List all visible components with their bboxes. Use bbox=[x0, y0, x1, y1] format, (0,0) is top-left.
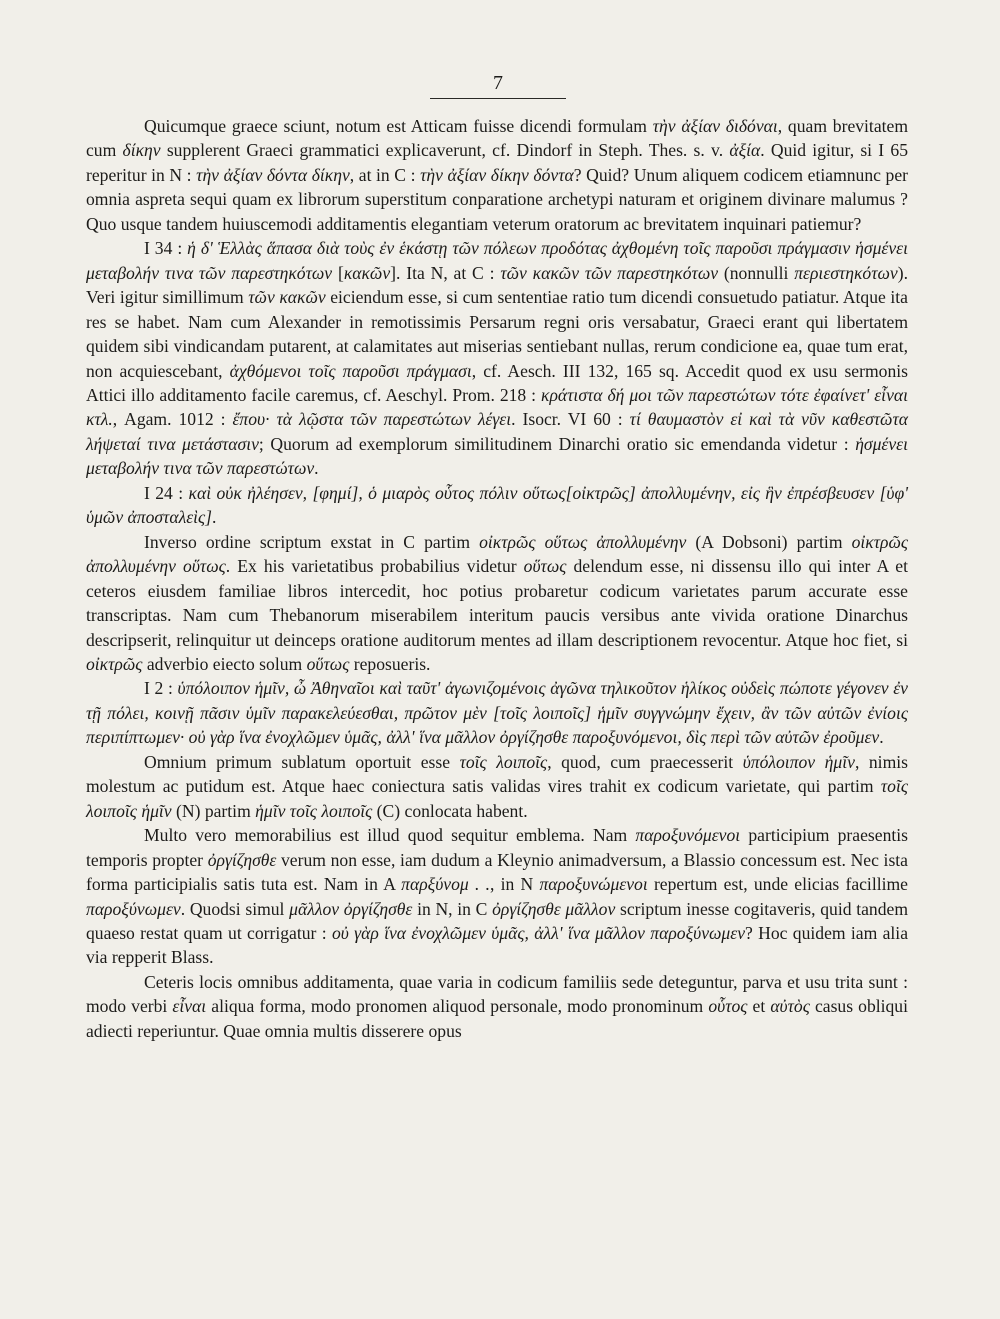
greek-quote: κράτιστα δή μοι τῶν παρεστώτων τότε ἐφαίνετ' εἶναι κτλ. bbox=[86, 384, 908, 430]
latin-text: ). Veri igitur simillimum bbox=[86, 262, 908, 308]
greek-quote: δίκην bbox=[122, 140, 161, 161]
latin-text: Ceteris locis omnibus additamenta, quae varia in codicum familiis sede deteguntur, parva et usu trita sunt : modo verbi bbox=[86, 971, 908, 1017]
greek-quote: τῶν κακῶν τῶν παρεστηκότων bbox=[500, 262, 719, 283]
greek-quote: τὴν ἀξίαν δόντα δίκην bbox=[196, 164, 350, 185]
latin-text: I 24 : bbox=[144, 482, 189, 503]
latin-text: repertum est, unde elicias facillime bbox=[647, 874, 908, 895]
latin-text: Omnium primum sublatum oportuit esse bbox=[144, 751, 460, 772]
body-text bbox=[86, 114, 908, 1043]
greek-quote: ἔπου· τὰ λῷστα τῶν παρεστώτων λέγει bbox=[232, 409, 512, 430]
paragraph-2 bbox=[86, 236, 908, 481]
latin-text: (A Dobsoni) partim bbox=[686, 531, 852, 552]
latin-text: scriptum inesse cogitaveris, quid tandem quaeso restat quam ut corrigatur : bbox=[86, 898, 908, 943]
latin-text: (N) partim bbox=[171, 800, 256, 821]
greek-quote: τὴν ἀξίαν δίκην δόντα bbox=[420, 164, 574, 185]
latin-text: ? Quid? Unum aliquem codicem etiamnunc per omnia aspreta sequi quam ex librorum superstitum conparatione archetypi naturam et originem divinare malumus ? Quo usque tandem huiuscemodi additamentis elegantiam veterum oratorum ac brevitatem inquinari patiemur? bbox=[86, 164, 908, 234]
paragraph-8 bbox=[86, 970, 908, 1043]
greek-quote: τὴν ἀξίαν διδόναι bbox=[652, 116, 778, 136]
latin-text: I 2 : bbox=[144, 678, 178, 699]
greek-quote: ἡμῖν τοῖς λοιποῖς bbox=[255, 800, 373, 821]
latin-text: (C) conlocata habent. bbox=[372, 800, 528, 821]
latin-text: et bbox=[747, 996, 771, 1017]
latin-text: , at in C : bbox=[349, 164, 421, 185]
greek-quote: οἰκτρῶς οὕτως ἀπολλυμένην bbox=[479, 531, 687, 552]
greek-quote: οἰκτρῶς bbox=[86, 653, 143, 674]
latin-text: Multo vero memorabilius est illud quod sequitur emblema. Nam bbox=[144, 825, 636, 846]
greek-quote: ὑπόλοιπον ἡμῖν, ὦ Ἀθηναῖοι καὶ ταῦτ' ἀγωνιζομένοις ἀγῶνα τηλικοῦτον ἡλίκος οὐδεὶς πώποτε γέγονεν ἐν τῇ πόλει, κοινῇ πᾶσιν ὑμῖν παρακελεύεσθαι, πρῶτον μὲν [τοῖς λοιποῖς] ἡμῖν συγγνώμην ἔχειν, ἂν τῶν αὐτῶν ἐνίοις περιπίπτωμεν· οὐ γὰρ ἵνα ἐνοχλῶμεν ὑμᾶς, ἀλλ' ἵνα μᾶλλον ὀργίζησθε παροξυνόμενοι, δὶς περὶ τῶν αὐτῶν ἐροῦμεν bbox=[86, 678, 908, 748]
latin-text: casus obliqui adiecti reperiuntur. Quae omnia multis disserere opus bbox=[86, 996, 908, 1041]
latin-text: . Quodsi simul bbox=[180, 898, 290, 919]
greek-quote: παροξύνωμεν bbox=[86, 898, 181, 919]
latin-text: [ bbox=[332, 262, 344, 283]
latin-text: . Isocr. VI 60 : bbox=[511, 409, 630, 430]
greek-quote: ὑπόλοιπον ἡμῖν bbox=[742, 751, 855, 772]
greek-quote: παρξύνομ . . bbox=[401, 874, 490, 895]
greek-quote: οὗτος bbox=[708, 996, 748, 1017]
greek-quote: κακῶν bbox=[343, 262, 391, 283]
latin-text: , nimis molestum ac putidum est. Atque haec coniectura satis validas vires trahit ex codicum varietate, qui partim bbox=[86, 751, 908, 797]
latin-text: I 34 : bbox=[144, 238, 188, 259]
latin-text: , in N bbox=[489, 874, 540, 895]
greek-quote: οὕτως bbox=[306, 653, 350, 674]
greek-quote: οἰκτρῶς ἀπολλυμένην οὕτως bbox=[86, 531, 909, 577]
latin-text: , quod, cum praecesserit bbox=[547, 751, 743, 772]
greek-quote: παροξυνόμενοι bbox=[635, 825, 741, 846]
latin-text: supplerent Graeci grammatici explicaverunt, cf. Dindorf in Steph. Thes. s. v. bbox=[160, 140, 730, 161]
greek-quote: οὐ γὰρ ἵνα ἐνοχλῶμεν ὑμᾶς, ἀλλ' ἵνα μᾶλλον παροξύνωμεν bbox=[331, 922, 746, 943]
latin-text: verum non esse, iam dudum a Kleynio animadversum, a Blassio concessum est. Nec ista forma participialis satis tuta est. Nam in A bbox=[86, 849, 908, 895]
latin-text: . bbox=[212, 507, 217, 528]
greek-quote: παροξυνώμενοι bbox=[539, 874, 648, 895]
greek-quote: τῶν κακῶν bbox=[248, 287, 326, 308]
greek-quote: ἀξία bbox=[729, 140, 761, 161]
latin-text: , cf. Aesch. III 132, 165 sq. Accedit quod ex usu sermonis Attici illo additamento facile caremus, cf. Aeschyl. Prom. 218 : bbox=[86, 360, 908, 405]
latin-text: ]. Ita N, at C : bbox=[390, 262, 501, 283]
latin-text: . bbox=[314, 458, 319, 479]
greek-quote: εἶναι bbox=[172, 996, 207, 1017]
latin-text: Quicumque graece sciunt, notum est Atticam fuisse dicendi formulam bbox=[144, 116, 653, 136]
greek-quote: τί θαυμαστὸν εἰ καὶ τὰ νῦν καθεστῶτα λήψεταί τινα μετάστασιν bbox=[86, 409, 908, 454]
greek-quote: τοῖς λοιποῖς bbox=[459, 751, 548, 772]
latin-text: , quam brevitatem cum bbox=[86, 116, 909, 161]
latin-text: participium praesentis temporis propter bbox=[86, 825, 908, 870]
greek-quote: ὀργίζησθε bbox=[207, 849, 277, 870]
latin-text: . Ex his varietatibus probabilius videtur bbox=[225, 556, 524, 577]
latin-text: (nonnulli bbox=[718, 262, 795, 283]
latin-text: reposueris. bbox=[349, 653, 431, 674]
greek-quote: ἡσμένει μεταβολήν τινα τῶν παρεστώτων bbox=[86, 433, 908, 479]
greek-quote: οὕτως bbox=[523, 556, 567, 577]
greek-quote: τοῖς λοιποῖς ἡμῖν bbox=[86, 776, 908, 821]
page-number: 7 bbox=[430, 70, 566, 99]
greek-quote: ὀργίζησθε μᾶλλον bbox=[492, 898, 616, 919]
greek-quote: περιεστηκότων bbox=[794, 262, 898, 283]
latin-text: Inverso ordine scriptum exstat in C partim bbox=[144, 531, 480, 552]
latin-text: ? Hoc quidem iam alia via repperit Blass. bbox=[86, 922, 908, 968]
latin-text: adverbio eiecto solum bbox=[142, 653, 307, 674]
latin-text: ; Quorum ad exemplorum similitudinem Dinarchi oratio sic emendanda videtur : bbox=[258, 433, 856, 454]
latin-text: aliqua forma, modo pronomen aliquod personale, modo pronominum bbox=[206, 996, 709, 1017]
paragraph-1 bbox=[86, 114, 908, 236]
paragraph-5 bbox=[86, 676, 908, 749]
latin-text: delendum esse, ni dissensu illo qui inter A et ceteros eiusdem familiae libros intercedit, hoc potius probaretur codicum varietates parum accurate esse transcriptas. Nam cum Thebanorum miserabilem interitum paucis versibus ante vivida oratione Dinarchus descripserit, relinquitur ut deinceps oratione auditorum mentes ad illam descriptionem revocentur. Atque hoc fiet, si bbox=[86, 556, 908, 650]
latin-text: , Agam. 1012 : bbox=[112, 409, 233, 430]
greek-quote: μᾶλλον ὀργίζησθε bbox=[289, 898, 413, 919]
latin-text: in N, in C bbox=[412, 898, 493, 919]
greek-quote: ἡ δ' Ἑλλὰς ἅπασα διὰ τοὺς ἐν ἑκάστῃ τῶν πόλεων προδότας ἀχθομένη τοῖς παροῦσι πράγμασιν ἡσμένει μεταβολήν τινα τῶν παρεστηκότων bbox=[86, 238, 908, 283]
latin-text: . bbox=[879, 727, 884, 748]
latin-text: eiciendum esse, si cum sententiae ratio tum dicendi consuetudo patiatur. Atque ita res se habet. Nam cum Alexander in remotissimis Persarum regni oris versabatur, Graeci erant qui libertatem quidem sibi vindicandam putarent, at calamitates aut miserias sentiebant nullas, rerum condicione ea, quae tum erat, non acquiescebant, bbox=[86, 287, 908, 381]
greek-quote: καὶ οὐκ ἠλέησεν, [φημί], ὁ μιαρὸς οὗτος πόλιν οὕτως[οἰκτρῶς] ἀπολλυμένην, εἰς ἣν ἐπρέσβευσεν [ὑφ' ὑμῶν ἀποσταλεὶς] bbox=[86, 482, 908, 528]
paragraph-6 bbox=[86, 750, 908, 823]
paragraph-4 bbox=[86, 530, 908, 677]
paragraph-3 bbox=[86, 481, 908, 530]
greek-quote: αὐτὸς bbox=[770, 996, 810, 1017]
greek-quote: ἀχθόμενοι τοῖς παροῦσι πράγμασι bbox=[229, 360, 472, 381]
latin-text: . Quid igitur, si I 65 reperitur in N : bbox=[86, 140, 908, 185]
paragraph-7 bbox=[86, 823, 908, 970]
